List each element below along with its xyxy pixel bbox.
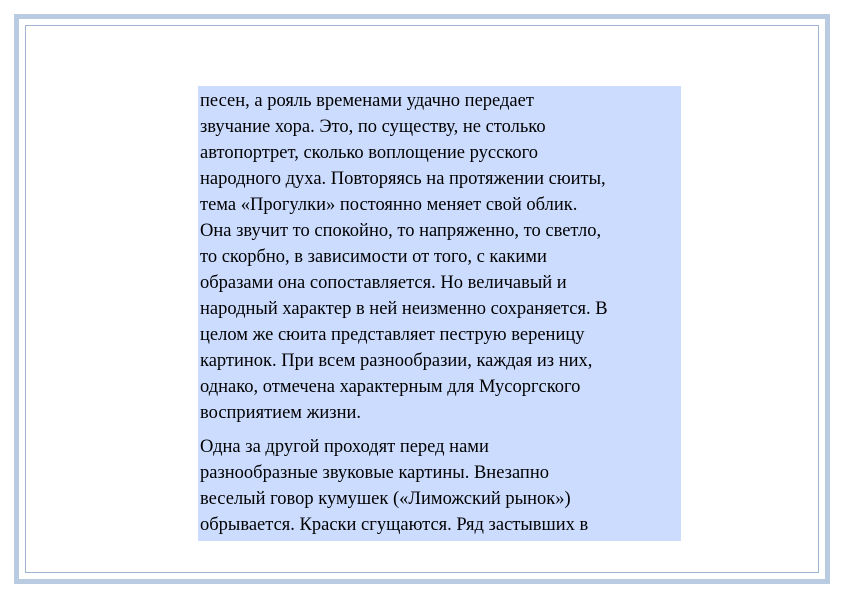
text-line: народного духа. Повторяясь на протяжении сюиты, — [200, 169, 606, 189]
text-line: автопортрет, сколько воплощение русского — [200, 143, 538, 163]
text-line: образами она сопоставляется. Но величавый и — [200, 273, 567, 293]
text-line: разнообразные звуковые картины. Внезапно — [200, 463, 549, 483]
paragraph-spacing — [200, 426, 681, 434]
text-line: целом же сюита представляет пеструю вереницу — [200, 325, 585, 345]
text-line: то скорбно, в зависимости от того, с какими — [200, 247, 547, 267]
text-line: Она звучит то спокойно, то напряженно, то светло, — [200, 221, 602, 241]
text-line: песен, а рояль временами удачно передает — [200, 91, 534, 111]
text-line: картинок. При всем разнообразии, каждая из них, — [200, 351, 593, 371]
text-line: веселый говор кумушек («Лиможский рынок») — [200, 489, 571, 509]
text-line: однако, отмечена характерным для Мусоргского — [200, 377, 581, 397]
text-line: тема «Прогулки» постоянно меняет свой облик. — [200, 195, 578, 215]
paragraph-1 — [200, 88, 681, 426]
text-box[interactable] — [198, 86, 681, 541]
text-line: звучание хора. Это, по существу, не столько — [200, 117, 546, 137]
text-line: народный характер в ней неизменно сохраняется. В — [200, 299, 608, 319]
text-line: восприятием жизни. — [200, 403, 362, 423]
text-line: обрывается. Краски сгущаются. Ряд застывших в — [200, 515, 589, 535]
text-line: Одна за другой проходят перед нами — [200, 437, 489, 457]
paragraph-2 — [200, 434, 681, 538]
